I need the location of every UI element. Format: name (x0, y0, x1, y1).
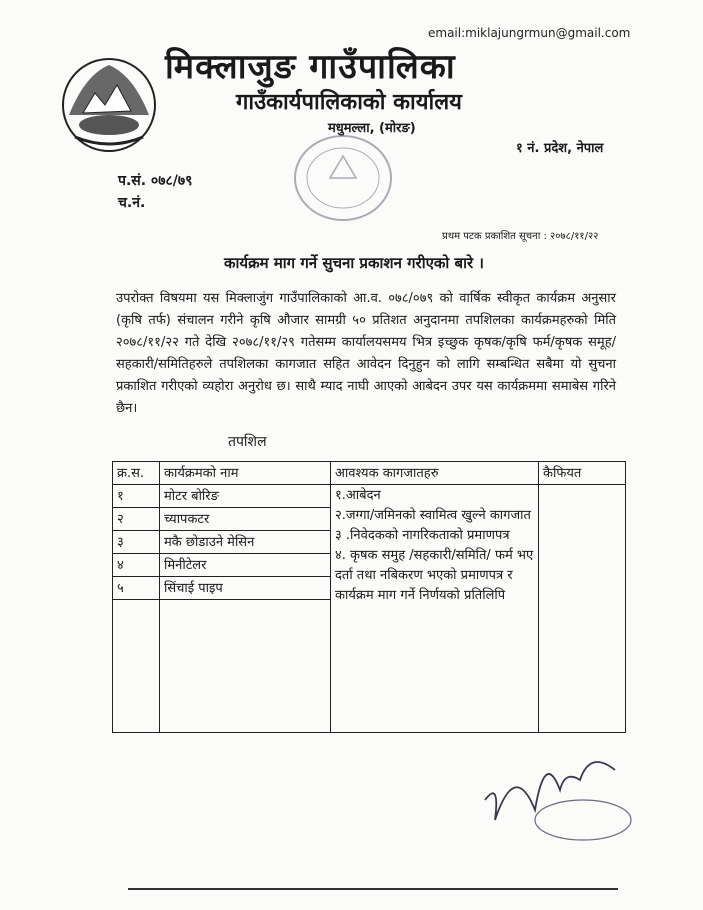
row-sn: ४ (113, 554, 160, 577)
document-item: २.जग्गा/जमिनको स्वामित्व खुल्ने कागजात (335, 508, 531, 523)
filler-cell (160, 600, 331, 733)
header-sn: क्र.स. (113, 462, 160, 485)
header-remarks: कैफियत (539, 462, 626, 485)
documents-cell (331, 485, 539, 733)
municipality-title: मिक्लाजुङ गाउँपालिका (165, 47, 456, 87)
office-subtitle: गाउँकार्यपालिकाको कार्यालय (236, 90, 462, 115)
notice-body: उपरोक्त विषयमा यस मिक्लाजुंग गाउँपालिकाको आ.व. ०७८/०७९ को वार्षिक स्वीकृत कार्यक्रम अनुसार (कृषि तर्फ) संचालन गरीने कृषि औजार सामग्री ५० प्रतिशत अनुदानमा तपशिलका कार्यक्रमहरुको मिति २०७८/११/२२ गते देखि २०७८/११/२९ गतेसम्म कार्यालयसमय भित्र इच्छुक कृषक/कृषि फर्म/कृषक समूह/सहकारी/समितिहरुले तपशिलका कागजात सहित आवेदन दिनुहुन को लागि सम्बन्धित सबैमा यो सुचना प्रकाशित गरीएको व्यहोरा अनुरोध छ। साथै म्याद नाघी आएको आबेदन उपर यस कार्यक्रममा समाबेस गरिने छैन। (116, 291, 616, 416)
row-sn: ३ (113, 531, 160, 554)
row-sn: २ (113, 508, 160, 531)
filler-cell (113, 600, 160, 733)
document-item: ३ .निवेदकको नागरिकताको प्रमाणपत्र (335, 528, 510, 543)
document-item: ४. कृषक समुह /सहकारी/समिति/ फर्म भए दर्ता तथा नबिकरण भएको प्रमाणपत्र र कार्यक्रम माग गर्ने निर्णयको प्रतिलिपि (335, 548, 534, 603)
chalani-number: च.नं. (118, 195, 146, 211)
row-program-name: मोटर बोरिङ (160, 485, 331, 508)
publication-note: प्रथम पटक प्रकाशित सूचना : २०७८/११/२२ (442, 231, 599, 242)
table-header-row (113, 462, 626, 485)
footer-divider (128, 888, 618, 890)
reference-block (118, 170, 192, 214)
row-program-name: मकै छोडाउने मेसिन (160, 531, 331, 554)
row-program-name: सिंचाई पाइप (160, 577, 331, 600)
document-item: १.आबेदन (335, 488, 381, 503)
row-sn: ५ (113, 577, 160, 600)
header-documents: आवश्यक कागजातहरु (331, 462, 539, 485)
office-stamp (288, 128, 398, 228)
remarks-cell (539, 485, 626, 733)
office-address: मधुमल्ला, (मोरङ) (328, 121, 416, 136)
notice-heading: कार्यक्रम माग गर्ने सुचना प्रकाशन गरीएको बारे । (224, 254, 484, 272)
province-label: १ नं. प्रदेश, नेपाल (516, 141, 604, 156)
row-sn: १ (113, 485, 160, 508)
row-program-name: च्यापकटर (160, 508, 331, 531)
row-program-name: मिनीटेलर (160, 554, 331, 577)
patra-sankhya: प.सं. ०७८/७९ (118, 173, 193, 189)
email-address: email:miklajungrmun@gmail.com (428, 26, 631, 40)
table-row (113, 485, 626, 508)
program-table (112, 461, 626, 733)
nepal-emblem-logo (55, 55, 163, 155)
tapasil-label: तपशिल (228, 434, 267, 450)
signature-mark (465, 740, 645, 850)
header-program-name: कार्यक्रमको नाम (160, 462, 331, 485)
